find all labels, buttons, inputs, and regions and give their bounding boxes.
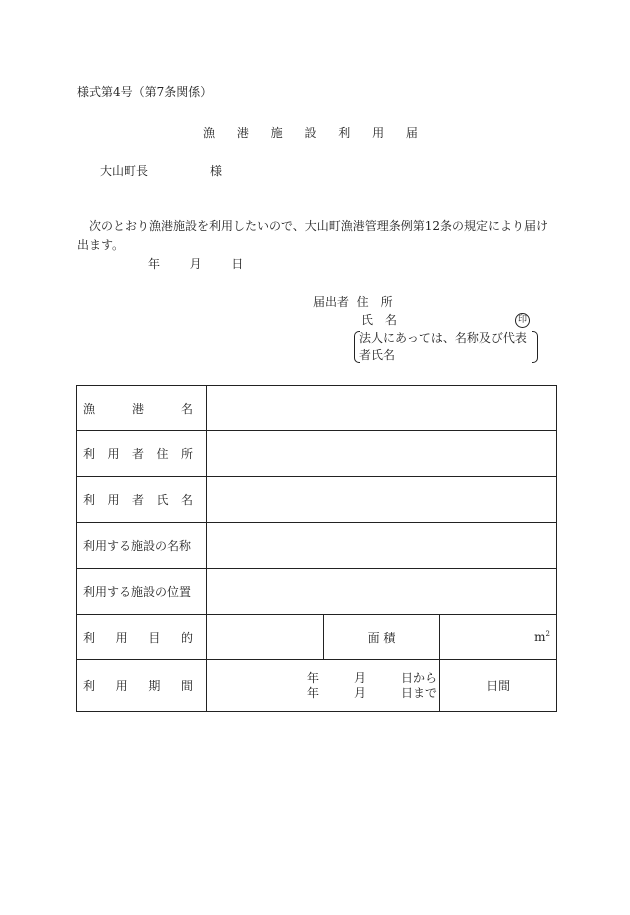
applicant-block — [313, 293, 397, 329]
applicant-label: 届出者 — [313, 295, 350, 309]
facility-location-field[interactable] — [207, 569, 557, 615]
date-year-label: 年 — [148, 257, 161, 271]
label-user-address: 利 用 者 住 所 — [77, 431, 207, 477]
body-text: 次のとおり漁港施設を利用したいので、大山町漁港管理条例第12条の規定により届け出ます。 — [77, 219, 549, 252]
label-period: 利 用 期 間 — [77, 660, 207, 712]
row-purpose — [77, 615, 557, 660]
port-name-field[interactable] — [207, 386, 557, 431]
row-facility-name — [77, 523, 557, 569]
row-facility-location — [77, 569, 557, 615]
name-label: 氏 名 — [361, 313, 398, 327]
application-table — [76, 385, 557, 712]
user-name-field[interactable] — [207, 477, 557, 523]
area-unit-sup: 2 — [545, 630, 550, 638]
date-day-label: 日 — [231, 257, 244, 271]
label-user-name: 利 用 者 氏 名 — [77, 477, 207, 523]
period-to: 年 月 日まで — [307, 685, 437, 700]
purpose-field[interactable] — [207, 615, 324, 660]
document-title: 漁 港 施 設 利 用 届 — [203, 126, 427, 140]
label-facility-name: 利用する施設の名称 — [77, 523, 207, 569]
row-port-name — [77, 386, 557, 431]
period-field[interactable] — [207, 660, 440, 712]
label-facility-location: 利用する施設の位置 — [77, 569, 207, 615]
area-label: 面 積 — [323, 615, 440, 660]
facility-name-field[interactable] — [207, 523, 557, 569]
user-address-field[interactable] — [207, 431, 557, 477]
corp-note: 法人にあっては、名称及び代表者氏名 — [357, 330, 535, 364]
area-unit: m — [534, 630, 546, 644]
date-line — [148, 255, 243, 272]
date-month-label: 月 — [189, 257, 202, 271]
period-from: 年 月 日から — [307, 670, 437, 685]
area-field[interactable] — [440, 615, 557, 660]
addressee-name: 大山町長 — [100, 164, 149, 178]
row-user-address — [77, 431, 557, 477]
form-number: 様式第4号（第7条関係） — [77, 85, 213, 99]
label-purpose: 利 用 目 的 — [77, 615, 207, 660]
period-days-field[interactable] — [440, 660, 557, 712]
row-user-name — [77, 477, 557, 523]
addressee — [100, 162, 222, 179]
label-port-name: 漁 港 名 — [77, 386, 207, 431]
seal-mark: 印 — [515, 313, 530, 328]
address-label: 住 所 — [356, 295, 393, 309]
addressee-honorific: 様 — [210, 164, 223, 178]
row-period — [77, 660, 557, 712]
days-unit: 日間 — [486, 679, 511, 693]
